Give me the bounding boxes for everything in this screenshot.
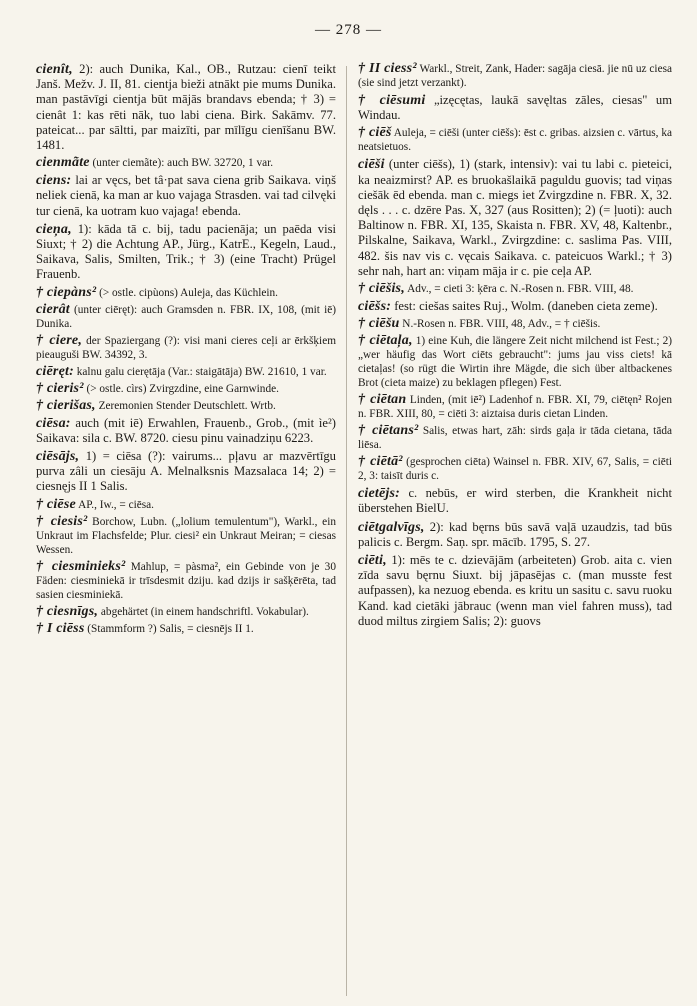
entry-text: 2): auch Dunika, Kal., OB., Rutzau: cienī teikt Janš. Mežv. J. II, 81. cientja bieži atnākt pie mums Dunika. man pastāvīgi cientja būt mājās brandavs ebenda; † 3) = cienât 1: kas rēti nāk, tuo labi ciena. Birk. Sakāmv. 77. pateicat... par sāltti, par maizīti, par mīlīgu cienīšanu BW. 1481. (36, 62, 337, 153)
entry-text: (unter ciemãte): auch BW. 32720, 1 var. (92, 157, 274, 170)
entry-text: Borchow, Lubn. („lolium temulentum"), Warkl., ein Unkraut im Flachsfelde; Plur. ciesi² ein Unkraut Meiran; = ciesas Wessen. (36, 515, 336, 556)
entry-headword: ciētgalvīgs, (358, 519, 425, 535)
entry-text: Auleja, = ciēši (unter ciēšs): ēst c. gribas. aizsien c. vārtus, ka neatsietuos. (358, 127, 673, 154)
dictionary-entry (358, 455, 672, 483)
entry-headword: † cieris² (36, 380, 84, 396)
entry-headword: ciēši (358, 157, 385, 173)
dictionary-entry (36, 449, 336, 495)
entry-text: (unter ciēšs), 1) (stark, intensiv): vai tu labi c. pieteici, ka neaizmirst? AP. es bruokašlaikā paguldu guovis; tad viņas ciešāk ēd ebenda. man c. miegs iet Zvirgzdine n. FBR. X, 32. dęls . . . c. dzēre Pas. X, 327 (aus Rositten); 2) (= ļuoti): auch Baltinow n. FBR. XI, 135, Skaista n. FBR. XV, 48, Kaltenbr., Pilskalne, Saikava, Warkl., Zvirgzdine: c. saslima Pas. VIII, 482. šis nav vis c. vęcais Saikava. c. pateicuos Warkl.; † 3) sehr nah, hart an: viņam māja ir c. pie ceļa AP. (358, 157, 672, 278)
entry-headword: † ciēšu (358, 316, 400, 332)
page-number: — 278 — (315, 22, 382, 38)
entry-headword: ciens: (36, 173, 72, 189)
dictionary-entry (36, 622, 336, 636)
dictionary-entry (36, 173, 336, 219)
entry-text: Linden, (mit iē²) Ladenhof n. FBR. XI, 79, ciētęn² Rojen n. FBR. XIII, 80, = ciēti 3: aiztaisa duris cietan Linden. (358, 394, 673, 421)
entry-headword: cieņa, (36, 221, 72, 237)
dictionary-entry (36, 222, 336, 283)
dictionary-entry (36, 382, 336, 396)
entry-text: 1) eine Kuh, die längere Zeit nicht milchend ist Fest.; 2) „wer häufig das Wort ciēts gebraucht": jums jau viss ciets! kā cietaļas! (so rügt die Wirtin ihre Mägde, die sich über altbackenes Brot (cieta maize) zu beklagen pflegen) Fest. (358, 335, 672, 390)
entry-headword: cietējs: (358, 486, 401, 502)
entry-text: der Spaziergang (?): visi mani cieres ceļi ar ērkšķiem pieauguši BW. 34392, 3. (36, 334, 336, 361)
dictionary-entry (358, 424, 672, 452)
entry-text: 2): kad bęrns būs savā vaļā uzaudzis, tad būs palicis c. Bergm. Saņ. spr. mācīb. 1795, S. 27. (358, 519, 672, 549)
dictionary-entry (36, 365, 336, 379)
dictionary-entry (36, 515, 336, 557)
dictionary-entry (36, 399, 336, 413)
dictionary-entry (36, 560, 336, 602)
entry-headword: cienmãte (36, 155, 90, 171)
entry-text: Adv., = cieti 3: ķēra c. N.-Rosen n. FBR. VIII, 48. (407, 283, 634, 296)
dictionary-entry (358, 282, 672, 296)
entry-text: (gesprochen ciēta) Wainsel n. FBR. XIV, 67, Salis, = ciēti 2, 3: taisīt duris c. (358, 456, 673, 483)
entry-text: 1): mēs te c. dzievājām (arbeiteten) Grob. aita c. vien zīda savu bęrnu Siuxt. bij jāpasējas c. (man musste fest aufpassen), ka nezuog ebenda. es kritu un sasitu c. savu ruoku Kand. kad cietāki jābrauc (wenn man viel fahren muss), tad duod miltus zirgiem Salis; 2): guovs (358, 553, 672, 628)
entry-headword: cienît, (36, 62, 73, 77)
dictionary-entry (358, 520, 672, 550)
dictionary-entry (358, 93, 672, 123)
entry-text: c. nebūs, er wird sterben, die Krankheit nicht überstehen BielU. (358, 486, 672, 516)
entry-headword: † ciēš (358, 125, 392, 141)
entry-text: Mahlup, = pàsma², ein Gebinde von je 30 Fäden: ciesminiekā ir trīsdesmit dziju. kad dzijs ir sašķērēta, tad sasien ciesminiekā. (36, 560, 336, 601)
dictionary-entry (36, 156, 336, 170)
entry-headword: cierât (36, 301, 70, 317)
dictionary-entry (358, 393, 672, 421)
entry-headword: † ciesnīgs, (36, 603, 99, 619)
dictionary-entry (36, 303, 336, 331)
entry-headword: † ciētans² (358, 423, 419, 439)
entry-text: N.-Rosen n. FBR. VIII, 48, Adv., = † ciēšis. (402, 318, 601, 331)
entry-text: 1) = ciēsa (?): vairums... pļavu ar mazvērtīgu purva zâli un ciesāju A. Melnalksnis Mazsalaca 14; 2) = ciesnęjs II 1 Salis. (36, 449, 336, 494)
entry-headword: † ciepàns² (36, 284, 97, 300)
entry-text: fest: ciešas saites Ruj., Wolm. (daneben cieta zeme). (394, 299, 658, 314)
entry-text: Zeremonien Stender Deutschlett. Wrtb. (98, 399, 276, 412)
entry-text: kalnu galu cierętāja (Var.: staigātāja) BW. 21610, 1 var. (76, 365, 327, 378)
dictionary-entry (358, 486, 672, 516)
dictionary-entry (358, 317, 672, 331)
dictionary-entry (358, 299, 672, 314)
entry-headword: † ciētā² (358, 454, 403, 470)
entry-text: (Stammform ?) Salis, = ciesnējs II 1. (87, 622, 254, 635)
dictionary-entry (358, 334, 672, 390)
entry-text: 1): kāda tā c. bij, tadu pacienāja; un paēda visi Siuxt; † 2) die Achtung AP., Jürg., KatrE., Kegeln, Laud., Saikava, Salis, Smilten, Trik.; † 3) (eine Tracht) Prügel Frauenb. (36, 221, 336, 282)
entry-headword: ciēręt: (36, 363, 74, 379)
dictionary-entry (36, 334, 336, 362)
entry-headword: ciēsājs, (36, 449, 80, 465)
dictionary-entry (36, 498, 336, 512)
entry-headword: † ciere, (36, 332, 83, 348)
dictionary-entry (36, 416, 336, 446)
dictionary-entry (358, 62, 672, 90)
entry-headword: ciēti, (358, 553, 387, 569)
entry-text: (> ostle. cipùons) Auleja, das Küchlein. (99, 286, 279, 299)
entry-headword: † ciēsumi (358, 93, 426, 108)
entry-text: Salis, etwas hart, zāh: sirds gaļa ir tāda cietana, tāda liēsa. (358, 425, 673, 452)
entry-headword: ciēsa: (36, 415, 71, 431)
column-divider (346, 66, 347, 996)
entry-headword: † ciēšis, (358, 281, 405, 297)
entry-headword: † ciētan (358, 392, 407, 408)
dictionary-entry (358, 126, 672, 154)
entry-text: „izęcętas, laukā savęltas zāles, ciesas" um Windau. (358, 93, 672, 123)
left-column (36, 62, 336, 639)
entry-text: (unter ciēręt): auch Gramsden n. FBR. IX, 108, (mit iē) Dunika. (36, 303, 336, 330)
entry-text: abgehärtet (in einem handschriftl. Vokabular). (100, 605, 309, 618)
entry-headword: † ciētaļa, (358, 333, 413, 349)
entry-text: (> ostle. cìrs) Zvirgzdine, eine Garnwinde. (86, 382, 279, 395)
entry-headword: † II ciess² (358, 61, 417, 76)
entry-text: lai ar vęcs, bet tâ·pat sava ciena grib Saikava. viņš neliek cienā, ka man ar kuo vajaga Strasden. vai tad cilvęki tur cienā, ka uotram kuo vajaga! ebenda. (36, 173, 336, 218)
entry-headword: † ciēse (36, 496, 76, 512)
entry-headword: † I ciēss (36, 620, 85, 636)
entry-headword: † ciesis² (36, 513, 88, 529)
entry-text: AP., Iw., = ciēsa. (78, 498, 155, 511)
dictionary-entry (36, 286, 336, 300)
dictionary-entry (358, 157, 672, 279)
entry-text: Warkl., Streit, Zank, Hader: sagāja ciesā. jie nū uz ciesa (sie sind jetzt verzankt). (358, 63, 672, 89)
dictionary-entry (358, 553, 672, 629)
right-column (358, 62, 672, 632)
dictionary-entry (36, 605, 336, 619)
entry-headword: ciēšs: (358, 299, 392, 315)
entry-headword: † ciesminieks² (36, 558, 126, 574)
entry-text: auch (mit iē) Erwahlen, Frauenb., Grob., (mit ìe²) Saikava: sila c. BW. 8720. ciesu pinu vainadziņu 6223. (36, 415, 336, 445)
dictionary-entry (36, 62, 336, 153)
entry-headword: † cierišas, (36, 397, 96, 413)
